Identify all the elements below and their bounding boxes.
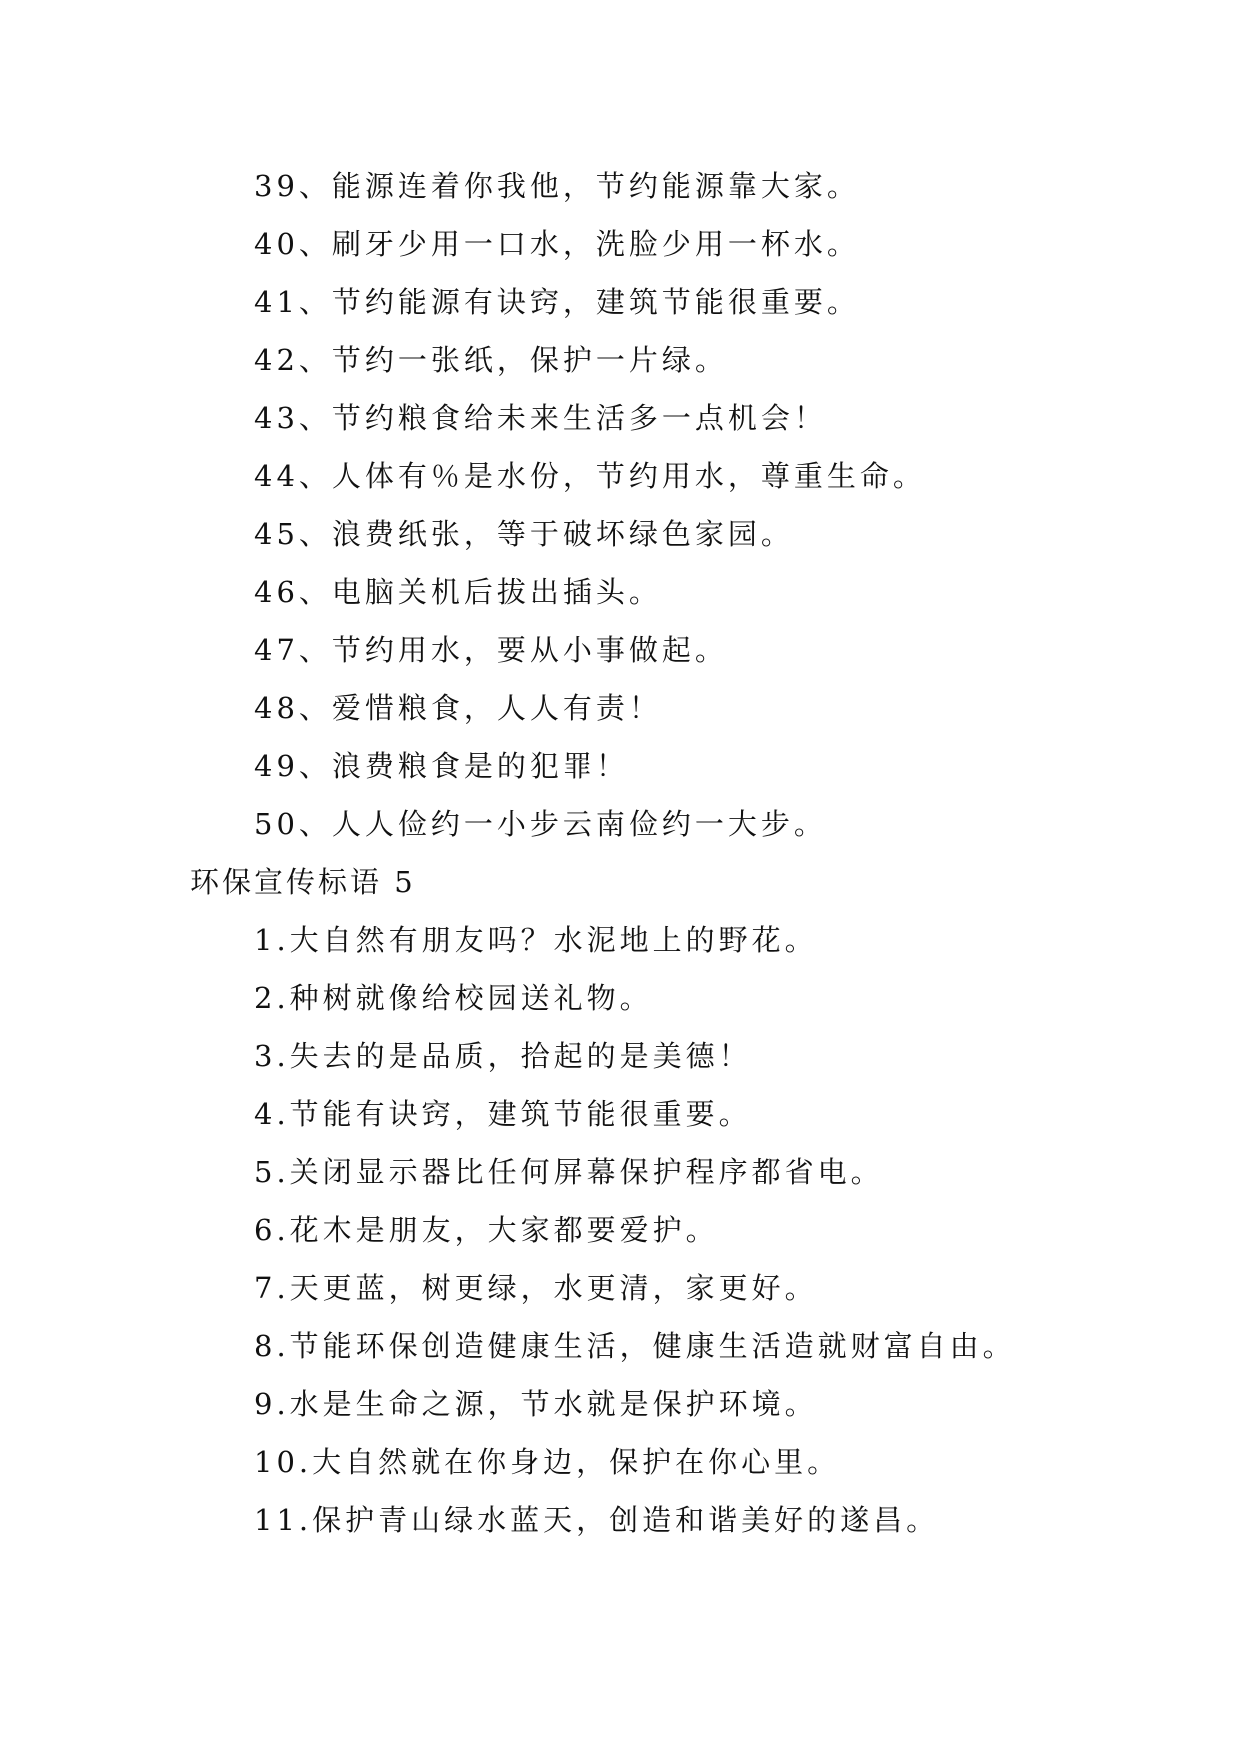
slogan-item-39: 39、能源连着你我他，节约能源靠大家。 <box>254 169 860 203</box>
slogan-item-4: 4.节能有诀窍，建筑节能很重要。 <box>254 1097 752 1131</box>
slogan-item-8: 8.节能环保创造健康生活，健康生活造就财富自由。 <box>254 1329 1016 1363</box>
slogan-item-2: 2.种树就像给校园送礼物。 <box>254 981 653 1015</box>
slogan-item-7: 7.天更蓝，树更绿，水更清，家更好。 <box>254 1271 818 1305</box>
slogan-item-46: 46、电脑关机后拔出插头。 <box>254 575 662 609</box>
slogan-item-41: 41、节约能源有诀窍，建筑节能很重要。 <box>254 285 860 319</box>
slogan-item-47: 47、节约用水，要从小事做起。 <box>254 633 728 667</box>
slogan-item-48: 48、爱惜粮食，人人有责！ <box>254 691 662 725</box>
slogan-item-1: 1.大自然有朋友吗？水泥地上的野花。 <box>254 923 818 957</box>
slogan-item-50: 50、人人俭约一小步云南俭约一大步。 <box>254 807 827 841</box>
slogan-item-45: 45、浪费纸张，等于破坏绿色家园。 <box>254 517 794 551</box>
slogan-item-44: 44、人体有％是水份，节约用水，尊重生命。 <box>254 459 926 493</box>
slogan-item-6: 6.花木是朋友，大家都要爱护。 <box>254 1213 719 1247</box>
slogan-item-43: 43、节约粮食给未来生活多一点机会！ <box>254 401 827 435</box>
slogan-item-42: 42、节约一张纸，保护一片绿。 <box>254 343 728 377</box>
slogan-item-40: 40、刷牙少用一口水，洗脸少用一杯水。 <box>254 227 860 261</box>
slogan-item-49: 49、浪费粮食是的犯罪！ <box>254 749 629 783</box>
slogan-item-9: 9.水是生命之源，节水就是保护环境。 <box>254 1387 818 1421</box>
slogan-item-3: 3.失去的是品质，拾起的是美德！ <box>254 1039 752 1073</box>
slogan-item-11: 11.保护青山绿水蓝天，创造和谐美好的遂昌。 <box>254 1503 940 1537</box>
slogan-item-10: 10.大自然就在你身边，保护在你心里。 <box>254 1445 841 1479</box>
section-heading: 环保宣传标语 5 <box>190 865 416 899</box>
slogan-item-5: 5.关闭显示器比任何屏幕保护程序都省电。 <box>254 1155 884 1189</box>
